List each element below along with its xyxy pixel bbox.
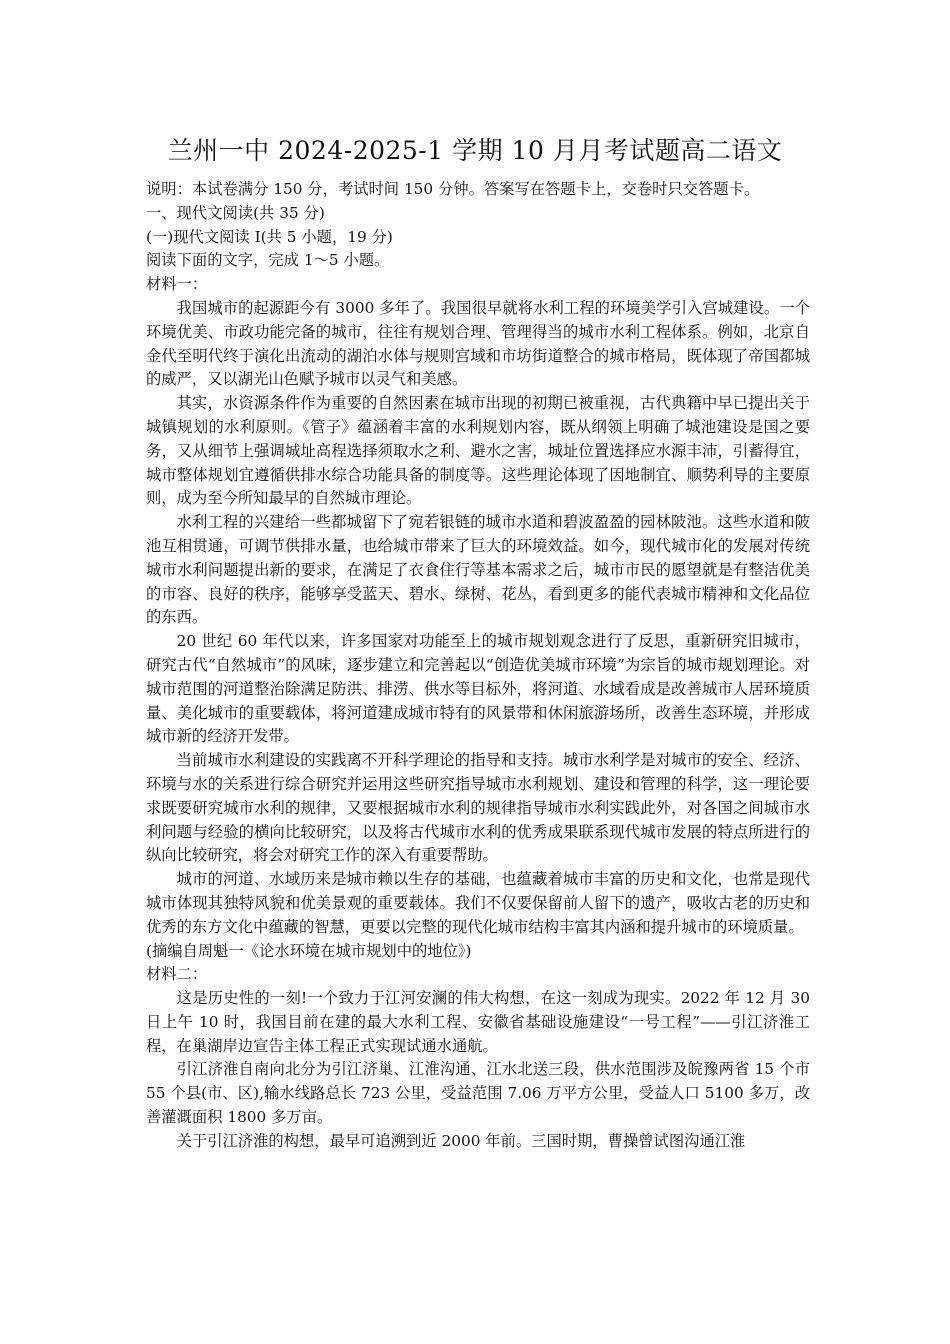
- material-one-paragraph: 20 世纪 60 年代以来，许多国家对功能至上的城市规划观念进行了反思，重新研究旧城市，研究古代“自然城市”的风味，逐步建立和完善起以“创造优美城市环境”为宗旨的城市规划理论。对城市范围的河道整治除满足防洪、排涝、供水等目标外，将河道、水域看成是改善城市人居环境质量、美化城市的重要载体，将河道建成城市特有的风景带和休闲旅游场所，改善生态环境，并形成城市新的经济开发带。: [146, 632, 810, 746]
- material-two-paragraph: 引江济淮自南向北分为引江济巢、江淮沟通、江水北送三段，供水范围涉及皖豫两省 15 个市 55 个县(市、区),输水线路总长 723 公里，受益范围 7.06 万平方公里，受益人口 5100 多万，改善灌溉面积 1800 多万亩。: [146, 1060, 810, 1127]
- material-two-label: 材料二：: [146, 965, 208, 984]
- material-one-paragraph: 水利工程的兴建给一些都城留下了宛若银链的城市水道和碧波盈盈的园林陂池。这些水道和陂池互相贯通，可调节供排水量，也给城市带来了巨大的环境效益。如今，现代城市化的发展对传统城市水利问题提出新的要求，在满足了衣食住行等基本需求之后，城市市民的愿望就是有整洁优美的市容、良好的秩序，能够享受蓝天、碧水、绿树、花丛，看到更多的能代表城市精神和文化品位的东西。: [146, 513, 810, 627]
- material-one-paragraph: 城市的河道、水域历来是城市赖以生存的基础，也蕴藏着城市丰富的历史和文化，也常是现代城市体现其独特风貌和优美景观的重要载体。我们不仅要保留前人留下的遗产，吸收古老的历史和优秀的东方文化中蕴藏的智慧，更要以完整的现代化城市结构丰富其内涵和提升城市的环境质量。: [146, 870, 810, 936]
- reading-instruction: 阅读下面的文字，完成 1～5 小题。: [146, 251, 390, 270]
- subsection-heading: (一)现代文阅读 I(共 5 小题，19 分): [146, 227, 393, 246]
- document-body: [146, 178, 810, 1154]
- material-two-paragraph: 这是历史性的一刻!一个致力于江河安澜的伟大构想，在这一刻成为现实。2022 年 12 月 30 日上午 10 时，我国目前在建的最大水利工程、安徽省基础设施建设“一号工程”——引江济淮工程，在巢湖岸边宣告主体工程正式实现试通水通航。: [146, 989, 810, 1055]
- page-title: 兰州一中 2024-2025-1 学期 10 月月考试题高二语文: [167, 136, 783, 165]
- material-one-label: 材料一：: [146, 275, 208, 294]
- material-two-paragraph: 关于引江济淮的构想，最早可追溯到近 2000 年前。三国时期，曹操曾试图沟通江淮: [176, 1131, 746, 1150]
- material-one-paragraph: 我国城市的起源距今有 3000 多年了。我国很早就将水利工程的环境美学引入宫城建设。一个环境优美、市政功能完备的城市，往往有规划合理、管理得当的城市水利工程体系。例如，北京自金代至明代终于演化出流动的湖泊水体与规则宫域和市坊街道整合的城市格局，既体现了帝国都城的威严，又以湖光山色赋予城市以灵气和美感。: [146, 298, 810, 389]
- material-one-paragraph: 当前城市水利建设的实践离不开科学理论的指导和支持。城市水利学是对城市的安全、经济、环境与水的关系进行综合研究并运用这些研究指导城市水利规划、建设和管理的科学，这一理论要求既要研究城市水利的规律，又要根据城市水利的规律指导城市水利实践此外，对各国之间城市水利问题与经验的横向比较研究，以及将古代城市水利的优秀成果联系现代城市发展的特点所进行的纵向比较研究，将会对研究工作的深入有重要帮助。: [146, 751, 810, 865]
- material-one-source: (摘编自周魁一《论水环境在城市规划中的地位》): [146, 941, 472, 960]
- exam-instructions: 说明：本试卷满分 150 分，考试时间 150 分钟。答案写在答题卡上，交卷时只交答题卡。: [146, 180, 760, 198]
- section-heading: 一、现代文阅读(共 35 分): [146, 203, 325, 222]
- material-one-paragraph: 其实，水资源条件作为重要的自然因素在城市出现的初期已被重视，古代典籍中早已提出关于城镇规划的水利原则。《管子》蕴涵着丰富的水利规划内容，既从纲领上明确了城池建设是国之要务，又从细节上强调城址高程选择须取水之利、避水之害，城址位置选择应水源丰沛，引蓄得宜，城市整体规划宜遵循供排水综合功能具备的制度等。这些理论体现了因地制宜、顺势利导的主要原则，成为至今所知最早的自然城市理论。: [146, 394, 810, 508]
